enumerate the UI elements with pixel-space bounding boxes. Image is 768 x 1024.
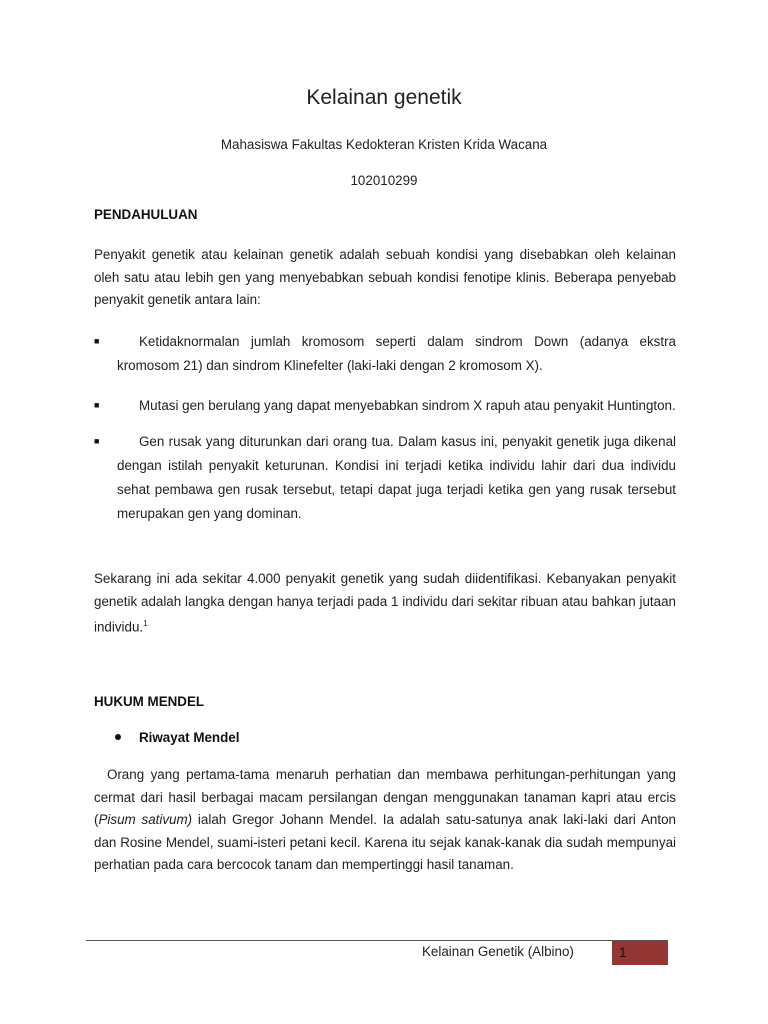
mendel-text-part2: ialah Gregor Johann Mendel. Ia adalah satu-satunya anak laki-laki dari Anton dan Rosine Mendel, suami-isteri petani kecil. Karena itu sejak kanak-kanak dia sudah mempunyai perhatian pada cara bercocok tanam dan mempertinggi hasil tanaman. (94, 812, 676, 872)
list-item-text: Mutasi gen berulang yang dapat menyebabkan sindrom X rapuh atau penyakit Huntington. (139, 398, 676, 413)
intro-paragraph: Penyakit genetik atau kelainan genetik adalah sebuah kondisi yang disebabkan oleh kelainan oleh satu atau lebih gen yang menyebabkan sebuah kondisi fenotipe klinis. Beberapa penyebab penyakit genetik antara lain: (94, 247, 676, 307)
square-bullet-icon: ■ (94, 400, 100, 410)
list-item (117, 430, 676, 526)
footer-divider (86, 940, 668, 941)
footnote-reference[interactable]: 1 (143, 619, 148, 628)
student-id: 102010299 (350, 173, 418, 188)
document-title: Kelainan genetik (306, 86, 462, 109)
list-item (117, 330, 676, 378)
list-item-text: Gen rusak yang diturunkan dari orang tua. Dalam kasus ini, penyakit genetik juga dikenal dengan istilah penyakit keturunan. Kondisi ini terjadi ketika individu lahir dari dua individu sehat pembawa gen rusak tersebut, tetapi dapat juga terjadi ketika gen yang rusak tersebut merupakan gen yang dominan. (117, 434, 676, 521)
closing-text: Sekarang ini ada sekitar 4.000 penyakit genetik yang sudah diidentifikasi. Kebanyakan penyakit genetik adalah langka dengan hanya terjadi pada 1 individu dari sekitar ribuan atau bahkan jutaan individu. (94, 571, 676, 635)
list-item-text: Ketidaknormalan jumlah kromosom seperti dalam sindrom Down (adanya ekstra kromosom 21) dan sindrom Klinefelter (laki-laki dengan 2 kromosom X). (117, 334, 676, 373)
mendel-text-part1: Orang yang pertama-tama menaruh perhatian dan membawa perhitungan-perhitungan yang cermat dari hasil berbagai macam persilangan dengan menggunakan tanaman kapri atau ercis ( (94, 767, 676, 827)
square-bullet-icon: ■ (94, 436, 100, 446)
subheading-riwayat-mendel: Riwayat Mendel (139, 730, 240, 745)
section-heading-pendahuluan: PENDAHULUAN (94, 207, 198, 222)
species-name: Pisum sativum) (98, 812, 193, 827)
round-bullet-icon (115, 734, 121, 740)
section-heading-hukum-mendel: HUKUM MENDEL (94, 694, 205, 709)
list-item (117, 394, 676, 418)
mendel-paragraph (94, 764, 676, 877)
closing-paragraph (94, 568, 676, 639)
author-line: Mahasiswa Fakultas Kedokteran Kristen Krida Wacana (220, 137, 548, 152)
footer-label: Kelainan Genetik (Albino) (422, 944, 574, 959)
page-number-badge: 1 (612, 941, 668, 965)
square-bullet-icon: ■ (94, 336, 100, 346)
